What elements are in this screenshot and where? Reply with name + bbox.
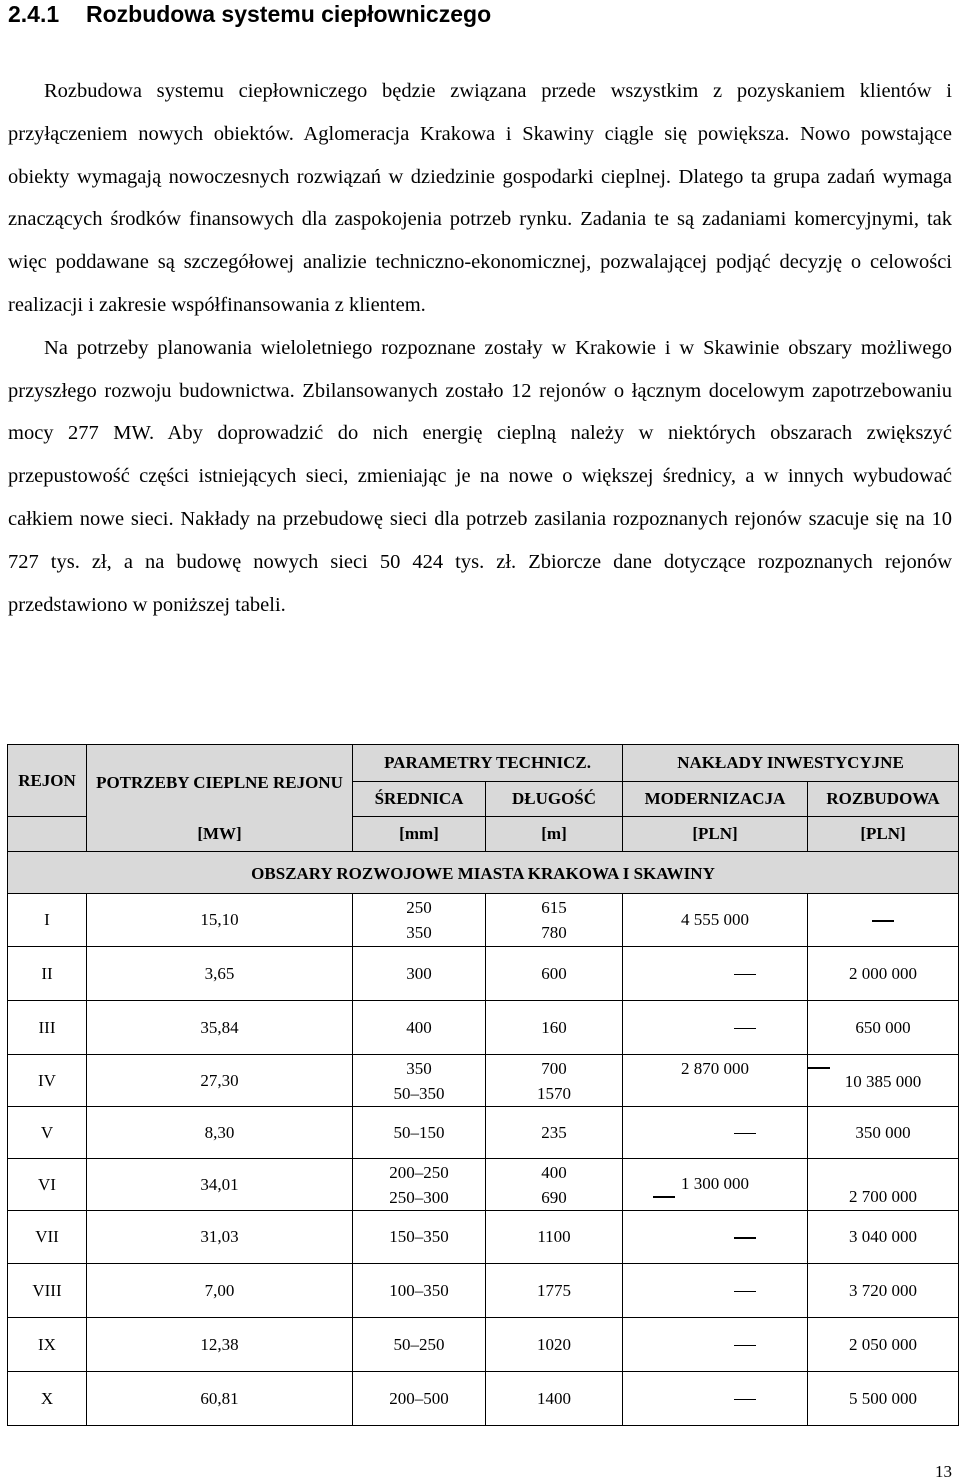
dash-mark xyxy=(734,1028,756,1030)
cell-rozbudowa xyxy=(808,894,959,947)
cell-moc: 27,30 xyxy=(87,1055,353,1107)
dash-mark xyxy=(653,1196,675,1198)
header-unit-empty xyxy=(8,817,87,852)
header-unit-pln: [PLN] xyxy=(623,817,808,852)
cell-srednica: 250 350 xyxy=(353,894,486,947)
cell-moc: 3,65 xyxy=(87,947,353,1001)
section-title: Rozbudowa systemu ciepłowniczego xyxy=(86,1,492,27)
cell-moc: 7,00 xyxy=(87,1264,353,1318)
dash-mark xyxy=(734,1399,756,1401)
cell-srednica: 50–150 xyxy=(353,1107,486,1159)
dash-mark xyxy=(872,920,894,922)
cell-modernizacja xyxy=(623,947,808,1001)
cell-moc: 34,01 xyxy=(87,1159,353,1211)
header-unit-m: [m] xyxy=(486,817,623,852)
header-naklady: NAKŁADY INWESTYCYJNE xyxy=(623,745,959,782)
cell-rozbudowa: 2 050 000 xyxy=(808,1318,959,1372)
cell-srednica: 100–350 xyxy=(353,1264,486,1318)
dash-mark xyxy=(734,1345,756,1347)
header-modernizacja: MODERNIZACJA xyxy=(623,782,808,817)
cell-dlugosc: 400 690 xyxy=(486,1159,623,1211)
cell-rozbudowa: 2 000 000 xyxy=(808,947,959,1001)
table-row xyxy=(8,1211,959,1264)
table-row xyxy=(8,947,959,1001)
cell-rozbudowa: 10 385 000 xyxy=(808,1055,959,1107)
cell-modernizacja xyxy=(623,1211,808,1264)
cell-rozbudowa: 2 700 000 xyxy=(808,1159,959,1211)
header-dlugosc: DŁUGOŚĆ xyxy=(486,782,623,817)
cell-srednica: 150–350 xyxy=(353,1211,486,1264)
cell-srednica: 50–250 xyxy=(353,1318,486,1372)
cell-rejon: IX xyxy=(8,1318,87,1372)
regions-table xyxy=(7,744,959,1426)
cell-rejon: I xyxy=(8,894,87,947)
cell-dlugosc: 1775 xyxy=(486,1264,623,1318)
header-unit-mm: [mm] xyxy=(353,817,486,852)
cell-srednica: 200–500 xyxy=(353,1372,486,1426)
cell-modernizacja xyxy=(623,1001,808,1055)
cell-dlugosc: 160 xyxy=(486,1001,623,1055)
paragraph: Na potrzeby planowania wieloletniego rozpoznane zostały w Krakowie i w Skawinie obszary możliwego przyszłego rozwoju budownictwa. Zbilansowanych zostało 12 rejonów o łącznym docelowym zapotrzebowaniu mocy 277 MW. Aby doprowadzić do nich energię cieplną należy w niektórych obszarach zwiększyć przepustowość części istniejących sieci, zmieniając je na nowe o większej średnicy, a w innych wybudować całkiem nowe sieci. Nakłady na przebudowę sieci dla potrzeb zasilania rozpoznanych rejonów szacuje się na 10 727 tys. zł, a na budowę nowych sieci 50 424 tys. zł. Zbiorcze dane dotyczące rozpoznanych rejonów przedstawiono w poniższej tabeli. xyxy=(8,336,952,616)
dash-mark xyxy=(734,1133,756,1135)
cell-rejon: X xyxy=(8,1372,87,1426)
dash-mark xyxy=(734,1237,756,1239)
cell-srednica: 350 50–350 xyxy=(353,1055,486,1107)
section-heading xyxy=(8,0,491,28)
dash-mark xyxy=(734,1291,756,1293)
body-text xyxy=(8,70,952,626)
cell-modernizacja xyxy=(623,1372,808,1426)
cell-rozbudowa: 350 000 xyxy=(808,1107,959,1159)
header-parametry: PARAMETRY TECHNICZ. xyxy=(353,745,623,782)
cell-modernizacja xyxy=(623,1264,808,1318)
table-row xyxy=(8,1159,959,1211)
cell-rozbudowa: 3 720 000 xyxy=(808,1264,959,1318)
section-row: OBSZARY ROZWOJOWE MIASTA KRAKOWA I SKAWINY xyxy=(8,852,959,894)
header-unit-mw: [MW] xyxy=(87,817,353,852)
cell-modernizacja: 4 555 000 xyxy=(623,894,808,947)
cell-moc: 35,84 xyxy=(87,1001,353,1055)
cell-rozbudowa: 5 500 000 xyxy=(808,1372,959,1426)
cell-dlugosc: 615 780 xyxy=(486,894,623,947)
cell-dlugosc: 1100 xyxy=(486,1211,623,1264)
cell-rejon: III xyxy=(8,1001,87,1055)
cell-rozbudowa: 3 040 000 xyxy=(808,1211,959,1264)
cell-modernizacja xyxy=(623,1107,808,1159)
cell-modernizacja xyxy=(623,1318,808,1372)
cell-rejon: II xyxy=(8,947,87,1001)
cell-modernizacja: 1 300 000 xyxy=(623,1159,808,1211)
cell-moc: 31,03 xyxy=(87,1211,353,1264)
cell-dlugosc: 235 xyxy=(486,1107,623,1159)
cell-dlugosc: 1400 xyxy=(486,1372,623,1426)
cell-moc: 60,81 xyxy=(87,1372,353,1426)
table-row xyxy=(8,1372,959,1426)
header-unit-pln: [PLN] xyxy=(808,817,959,852)
table-row xyxy=(8,1318,959,1372)
page-number: 13 xyxy=(935,1462,952,1481)
cell-rejon: VII xyxy=(8,1211,87,1264)
cell-rozbudowa: 650 000 xyxy=(808,1001,959,1055)
cell-srednica: 300 xyxy=(353,947,486,1001)
cell-dlugosc: 700 1570 xyxy=(486,1055,623,1107)
cell-moc: 8,30 xyxy=(87,1107,353,1159)
cell-rejon: VIII xyxy=(8,1264,87,1318)
cell-srednica: 200–250 250–300 xyxy=(353,1159,486,1211)
cell-modernizacja: 2 870 000 xyxy=(623,1055,808,1107)
table-row xyxy=(8,894,959,947)
table-row xyxy=(8,1001,959,1055)
header-rozbudowa: ROZBUDOWA xyxy=(808,782,959,817)
header-potrzeby: POTRZEBY CIEPLNE REJONU xyxy=(87,745,353,817)
section-number: 2.4.1 xyxy=(8,1,60,27)
header-srednica: ŚREDNICA xyxy=(353,782,486,817)
cell-dlugosc: 1020 xyxy=(486,1318,623,1372)
table-row xyxy=(8,1055,959,1107)
cell-srednica: 400 xyxy=(353,1001,486,1055)
table-row xyxy=(8,1107,959,1159)
cell-moc: 15,10 xyxy=(87,894,353,947)
header-rejon: REJON xyxy=(8,745,87,817)
dash-mark xyxy=(734,974,756,976)
cell-rejon: V xyxy=(8,1107,87,1159)
cell-rejon: IV xyxy=(8,1055,87,1107)
paragraph: Rozbudowa systemu ciepłowniczego będzie związana przede wszystkim z pozyskaniem klientów i przyłączeniem nowych obiektów. Aglomeracja Krakowa i Skawiny ciągle się powiększa. Nowo powstające obiekty wymagają nowoczesnych rozwiązań w dziedzinie gospodarki cieplnej. Dlatego ta grupa zadań wymaga znaczących środków finansowych dla zaspokojenia potrzeb rynku. Zadania te są zadaniami komercyjnymi, tak więc poddawane są szczegółowej analizie techniczno-ekonomicznej, pozwalającej podjąć decyzję o celowości realizacji i zakresie współfinansowania z klientem. xyxy=(8,80,952,316)
table-row xyxy=(8,1264,959,1318)
cell-dlugosc: 600 xyxy=(486,947,623,1001)
cell-moc: 12,38 xyxy=(87,1318,353,1372)
cell-rejon: VI xyxy=(8,1159,87,1211)
